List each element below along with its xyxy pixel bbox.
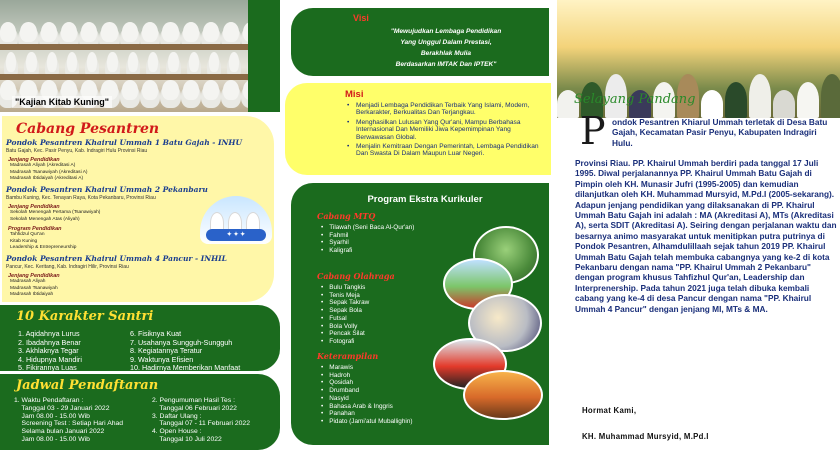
branch-item: Kitab Kuning [10,238,38,244]
ekstra-item: • Tilawah (Seni Baca Al-Qur'an) [321,224,471,232]
branch-address: Bambu Kuning, Kec. Tenayan Raya, Kota Pekanbaru, Provinsi Riau [6,195,156,201]
student-figure [107,52,117,72]
karakter-item: 6. Fisiknya Kuat [130,329,182,338]
student-figure [122,80,138,100]
student-figure [61,22,77,42]
jadwal-title: Jadwal Pendaftaran [16,378,159,393]
student-figure [41,22,57,42]
ekstra-section-label: Cabang MTQ [317,211,376,221]
misi-list [347,102,547,160]
branch-item: Madrasah Aliyah [10,279,46,284]
student-figure [162,22,178,42]
crowd-figure [773,90,795,118]
branch-item: Madrasah Ibtidaiyah [10,292,54,297]
crowd-figure [725,82,747,118]
branch-item: Tahfidzul Qur'an [10,232,45,237]
jadwal-line: 3. Daftar Ulang : [152,412,202,420]
karakter-list [18,330,280,373]
branch-address: Pancur, Kec. Keritang, Kab. Indragiri Hilir, Provinsi Riau [6,264,129,270]
student-figure [87,52,97,72]
bullet-icon: • [347,102,350,109]
branch-name: Pondok Pesantren Khairul Ummah 4 Pancur - INHIL [6,254,227,263]
student-figure [168,52,178,72]
ekstra-item: • Tenis Meja [321,292,471,300]
selayang-body: Provinsi Riau. PP. Khairul Ummah berdiri pada tanggal 17 Juli 1995. Diwal perjalanannya PP. Khairul Ummah Batu Gajah di Pimpin oleh KH. Munasir Jufri (1995-2005) dan kemudian dilanjutkan oleh KH. Muhammad Mursyid, M.Pd.I (2005-sekarang). Adapun jenjang pendidikan yang dilaksanakan di PP. Khairul Ummah Batu Gajah ini adalah : MA (Akreditasi A), MTs (Akreditasi A), serta SDIT (Akreditasi A). Seiring dengan perjalanan waktu dan besarnya animo masyarakat untuk menitipkan putra putrinya di Pondok Pesantren, Alhamdulillaah sejak tahun 2019 PP. Khairul Ummah Batu Gajah telah membuka cabangnya yang ke-2 di kota Pekanbaru dengan nama "PP. Khairul Ummah 2 Pekanbaru" dengan program khusus Tahfizhul Qur'an, Leadership dan Interprenership. Pada tahun 2021 juga telah dibuka kembali cabang yang ke-4 di desa Pancur dengan nama "PP. Khairul Ummah 4 Pancur" dengan jenjang MI, MTs & MA. [575,158,837,314]
student-figure [128,52,138,72]
karakter-item: 9. Waktunya Efisien [130,354,194,364]
jadwal-left [14,397,154,444]
ekstra-item: • Bulu Tangkis [321,284,471,292]
student-figure [142,80,158,100]
jadwal-line: Tanggal 06 Februari 2022 [152,404,237,412]
closing: Hormat Kami, [582,406,637,415]
jadwal-line: Jam 08.00 - 15.00 Wib [14,412,90,420]
misi-item [347,143,547,158]
karakter-item: 3. Akhlaknya Tegar [18,346,79,355]
jadwal-line: 4. Open House : [152,428,202,436]
jadwal-line: 2. Pengumuman Hasil Tes : [152,397,235,404]
misi-title: Misi [345,89,364,100]
ekstra-item: • Sepak Takraw [321,299,471,307]
student-figure [209,52,219,72]
green-corner [248,0,280,112]
student-figure [26,52,36,72]
branch-section-label: Jenjang Pendidikan [8,273,60,279]
branch-section-label: Program Pendidikan [8,226,62,232]
logo-ribbon-icon: ✦ ✦ ✦ [206,229,266,241]
jadwal-line: Tanggal 03 - 29 Januari 2022 [14,404,110,412]
branch-item: Madrasah Ibtidaiyah (Akreditasi A) [10,176,84,181]
visi-title: Visi [353,13,369,23]
ekstra-item: • Fotografi [321,338,471,346]
ekstra-item: • Pencak Silat [321,330,471,338]
selayang-body-top: ondok Pesantren Khiarul Ummah terletak di Desa Batu Gajah, Kecamatan Pasir Penyu, Kabupaten Indragiri Hulu. [612,117,828,148]
visi-line: Berakhlak Mulia [420,50,472,57]
student-figure [183,22,199,42]
karakter-item: 1. Aqidahnya Lurus [18,329,80,338]
crowd-figure [749,74,771,118]
karakter-item: 10. Hadirnya Memberikan Manfaat [130,363,241,372]
ekstra-item: • Qosidah [321,379,471,387]
branch-block [6,138,268,183]
student-figure [101,22,117,42]
karakter-item: 4. Hidupnya Mandiri [18,354,82,364]
misi-text: Menjalin Kemitraan Dengan Pemerintah, Lembaga Pendidikan Dan Swasta Di Dalam Maupun Luar Negeri. [356,143,539,158]
ekstra-item: • Syarhil [321,239,471,247]
jadwal-line: Selama bulan Januari 2022 [14,428,105,436]
jadwal-line: Jam 08.00 - 15.00 Wib [14,435,90,443]
branch-item: Madrasah Tsanawiyah (Akreditasi A) [10,169,88,175]
branch-block [6,254,268,299]
branch-item: Madrasah Tsanawiyah [10,285,58,291]
photo-drumband [463,370,543,420]
karakter-item: 2. Ibadahnya Benar [18,337,81,347]
ekstra-item: • Nasyid [321,395,471,403]
student-figure [148,52,158,72]
student-figure [189,52,199,72]
branch-section-items [10,163,268,183]
karakter-item: 8. Kegiatannya Teratur [130,346,203,355]
student-figure [6,52,16,72]
ekstra-item: • Bahasa Arab & Inggris [321,403,471,411]
branch-address: Batu Gajah, Kec. Pasir Penyu, Kab. Indragiri Hulu Provinsi Riau [6,148,148,154]
visi-line: Yang Unggul Dalam Prestasi, [400,39,492,46]
misi-text: Menjadi Lembaga Pendidikan Terbaik Yang Islami, Modern, Berkarakter, Berkualitas Dan Terjangkau. [356,102,530,117]
visi-text [351,26,541,70]
ekstra-item: • Panahan [321,410,471,418]
ekstra-item: • Fahmil [321,232,471,240]
crowd-figure [821,74,840,118]
misi-item [347,119,547,141]
branch-name: Pondok Pesantren Khairul Ummah 1 Batu Gajah - INHU [6,138,242,147]
panel-left [0,0,280,450]
student-figure [162,80,178,100]
ekstra-section-label: Keterampilan [317,351,379,361]
crowd-figure [797,82,819,118]
visi-line: Berdasarkan IMTAK Dan IPTEK" [395,61,497,68]
student-figure [20,22,36,42]
branch-item: Madrasah Aliyah (Akreditasi A) [10,163,76,168]
jadwal-line: Tanggal 07 - 11 Februari 2022 [152,420,250,428]
cabang-title: Cabang Pesantren [16,121,160,137]
student-figure [81,22,97,42]
ekstra-item: • Hadroh [321,372,471,380]
branch-section-label: Jenjang Pendidikan [8,157,60,163]
ekstra-item: • Sepak Bola [321,307,471,315]
jadwal-line: Tanggal 10 Juli 2022 [152,435,222,443]
karakter-item: 7. Usahanya Sungguh-Sungguh [130,337,233,347]
karakter-title: 10 Karakter Santri [16,309,154,324]
bullet-icon: • [347,118,350,126]
branch-item: Sekolah Menengah Atas (Aliyah) [10,216,80,222]
branch-section-items [10,279,268,299]
visi-line: "Mewujudkan Lembaga Pendidikan [390,28,502,35]
misi-item [347,102,547,117]
student-figure [47,52,57,72]
selayang-title: Selayang Pandang [574,92,696,107]
ekstra-section-items [321,224,471,255]
student-figure [122,22,138,42]
panel-middle [283,0,555,450]
branch-section-label: Jenjang Pendidikan [8,204,60,210]
student-figure [203,80,219,100]
crowd-figure [701,90,723,118]
jadwal-right [152,397,278,444]
ekstra-item: • Marawis [321,364,471,372]
ekstra-section-label: Cabang Olahraga [317,271,395,281]
signer-name: KH. Muhammad Mursyid, M.Pd.I [582,432,709,441]
karakter-item: 5. Fikirannya Luas [18,363,77,372]
drop-cap: P [580,109,606,153]
branch-item: Sekolah Menengah Pertama (Tsanawiyah) [10,210,101,215]
jadwal-line: Screening Test : Setiap Hari Ahad [14,420,124,428]
ekstra-item: • Kaligrafi [321,247,471,255]
student-figure [183,80,199,100]
jadwal-line: 1. Waktu Pendaftaran : [14,397,84,404]
ekstra-title: Program Ekstra Kurikuler [367,194,483,205]
student-figure [223,22,239,42]
ekstra-item: • Bola Volly [321,323,471,331]
bullet-icon: • [347,143,350,151]
ekstra-item: • Drumband [321,387,471,395]
branch-item: Leadership & Entrepreneurship [10,245,77,250]
misi-text: Menghasilkan Lulusan Yang Qur'ani, Mampu Berbahasa Internasional Dan Memiliki Jiwa Kepemimpinan Yang Berwawasan Global. [356,118,521,141]
ekstra-item: • Pidato (Jami'atul Muballighin) [321,418,471,426]
student-figure [0,22,16,42]
student-figure [223,80,239,100]
photo-caption: "Kajian Kitab Kuning" [12,96,112,108]
student-figure [229,52,239,72]
branch-name: Pondok Pesantren Khairul Ummah 2 Pekanbaru [6,185,208,194]
student-figure [142,22,158,42]
student-figure [203,22,219,42]
student-figure [67,52,77,72]
ekstra-item: • Futsal [321,315,471,323]
